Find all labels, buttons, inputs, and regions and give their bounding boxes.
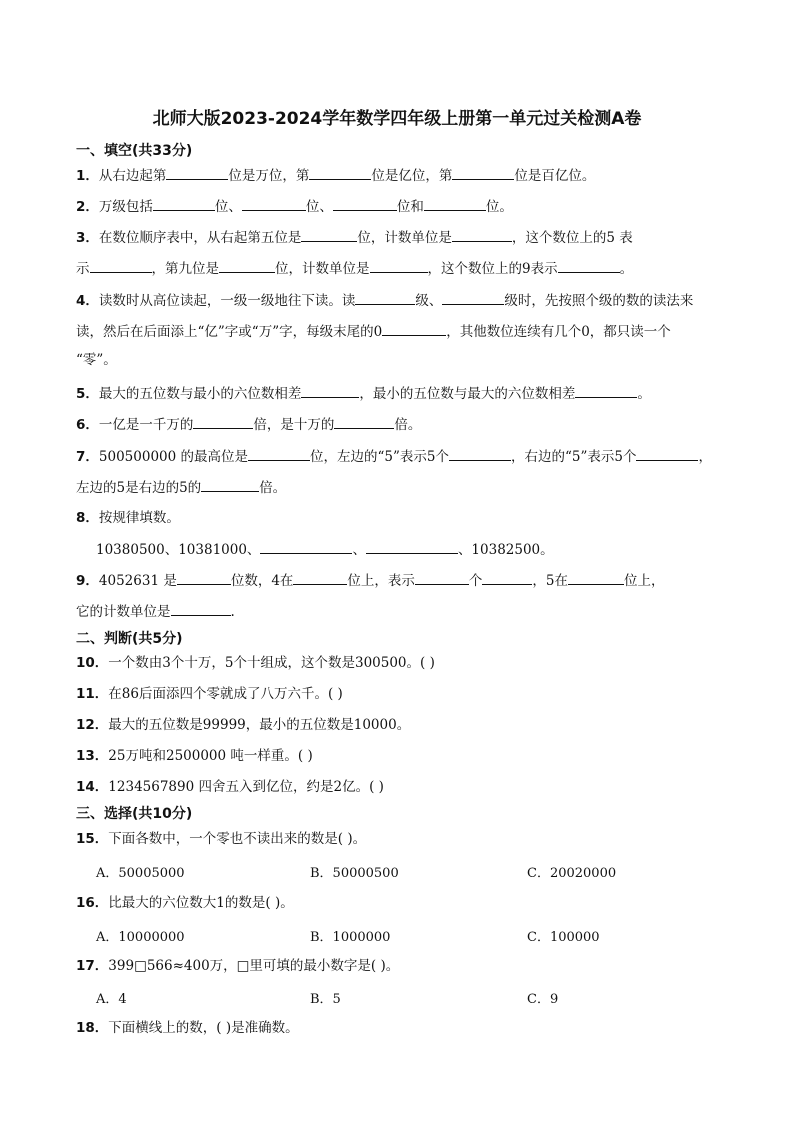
question-1: 1．从右边起第 位是万位，第 位是亿位，第 位是百亿位。 [76, 165, 595, 186]
question-8: 8．按规律填数。 [76, 510, 180, 526]
question-17: 17．399□566≈400万，□里可填的最小数字是( )。 [76, 958, 400, 974]
answer-blank[interactable] [171, 601, 231, 616]
question-2: 2．万级包括 位、 位、 位和 位。 [76, 196, 513, 217]
answer-blank[interactable] [248, 446, 310, 461]
answer-blank[interactable] [636, 446, 698, 461]
answer-blank[interactable] [334, 414, 394, 429]
answer-blank[interactable] [293, 570, 347, 585]
question-5: 5．最大的五位数与最小的六位数相差 ，最小的五位数与最大的六位数相差 。 [76, 383, 651, 404]
answer-blank[interactable] [452, 165, 514, 180]
question-4: 4．读数时从高位读起，一级一级地往下读。读 级、 级时，先按照个级的数的读法来 [76, 290, 693, 311]
answer-blank[interactable] [558, 258, 620, 273]
option-c[interactable]: C．100000 [527, 930, 600, 945]
answer-blank[interactable] [177, 570, 231, 585]
answer-blank[interactable] [355, 290, 415, 305]
question-13: 13．25万吨和2500000 吨一样重。( ) [76, 748, 313, 764]
question-3: 3．在数位顺序表中，从右起第五位是 位，计数单位是 ，这个数位上的5 表 [76, 227, 633, 248]
question-11: 11．在86后面添四个零就成了八万六千。( ) [76, 686, 343, 702]
answer-blank[interactable] [90, 258, 152, 273]
option-c[interactable]: C．9 [527, 992, 559, 1007]
answer-blank[interactable] [219, 258, 275, 273]
question-8-sequence: 10380500、10381000、 、 、10382500。 [96, 539, 554, 560]
question-16: 16．比最大的六位数大1的数是( )。 [76, 895, 294, 911]
answer-blank[interactable] [260, 539, 352, 554]
option-c[interactable]: C．20020000 [527, 866, 617, 881]
answer-blank[interactable] [370, 258, 428, 273]
question-18: 18．下面横线上的数，( )是准确数。 [76, 1020, 299, 1036]
option-b[interactable]: B．1000000 [310, 930, 391, 945]
question-14: 14．1234567890 四舍五入到亿位，约是2亿。( ) [76, 779, 384, 795]
option-a[interactable]: A．4 [96, 992, 127, 1007]
section-true-false: 二、判断(共5分) [76, 631, 183, 647]
answer-blank[interactable] [193, 414, 253, 429]
answer-blank[interactable] [452, 227, 512, 242]
answer-blank[interactable] [301, 383, 359, 398]
answer-blank[interactable] [424, 196, 486, 211]
answer-blank[interactable] [415, 570, 469, 585]
answer-blank[interactable] [442, 290, 504, 305]
question-12: 12．最大的五位数是99999，最小的五位数是10000。 [76, 717, 411, 733]
answer-blank[interactable] [166, 165, 228, 180]
question-10: 10．一个数由3个十万，5个十组成，这个数是300500。( ) [76, 655, 435, 671]
question-9: 9．4052631 是 位数，4在 位上，表示 个 ，5在 位上， [76, 570, 665, 591]
option-a[interactable]: A．50005000 [96, 866, 185, 881]
answer-blank[interactable] [201, 477, 259, 492]
answer-blank[interactable] [366, 539, 458, 554]
answer-blank[interactable] [568, 570, 624, 585]
answer-blank[interactable] [575, 383, 637, 398]
option-b[interactable]: B．5 [310, 992, 341, 1007]
question-15: 15．下面各数中，一个零也不读出来的数是( )。 [76, 831, 367, 847]
answer-blank[interactable] [301, 227, 357, 242]
answer-blank[interactable] [482, 570, 532, 585]
answer-blank[interactable] [153, 196, 215, 211]
question-4-end: “零”。 [76, 352, 117, 368]
answer-blank[interactable] [449, 446, 511, 461]
answer-blank[interactable] [242, 196, 306, 211]
question-4-continued: 读，然后在后面添上“亿”字或“万”字，每级末尾的0 ，其他数位连续有几个0，都只读一个 [76, 321, 671, 342]
option-b[interactable]: B．50000500 [310, 866, 399, 881]
answer-blank[interactable] [382, 321, 446, 336]
question-7: 7．500500000 的最高位是 位，左边的“5”表示5个 ，右边的“5”表示5个 ， [76, 446, 712, 467]
question-9-continued: 它的计数单位是 . [76, 601, 235, 622]
question-3-continued: 示 ，第九位是 位，计数单位是 ，这个数位上的9表示 。 [76, 258, 633, 279]
answer-blank[interactable] [333, 196, 397, 211]
option-a[interactable]: A．10000000 [96, 930, 185, 945]
section-fill-in: 一、填空(共33分) [76, 143, 193, 159]
question-6: 6．一亿是一千万的 倍，是十万的 倍。 [76, 414, 421, 435]
answer-blank[interactable] [309, 165, 371, 180]
question-7-continued: 左边的5是右边的5的 倍。 [76, 477, 286, 498]
section-multiple-choice: 三、选择(共10分) [76, 806, 193, 822]
page-title: 北师大版2023-2024学年数学四年级上册第一单元过关检测A卷 [152, 109, 642, 129]
